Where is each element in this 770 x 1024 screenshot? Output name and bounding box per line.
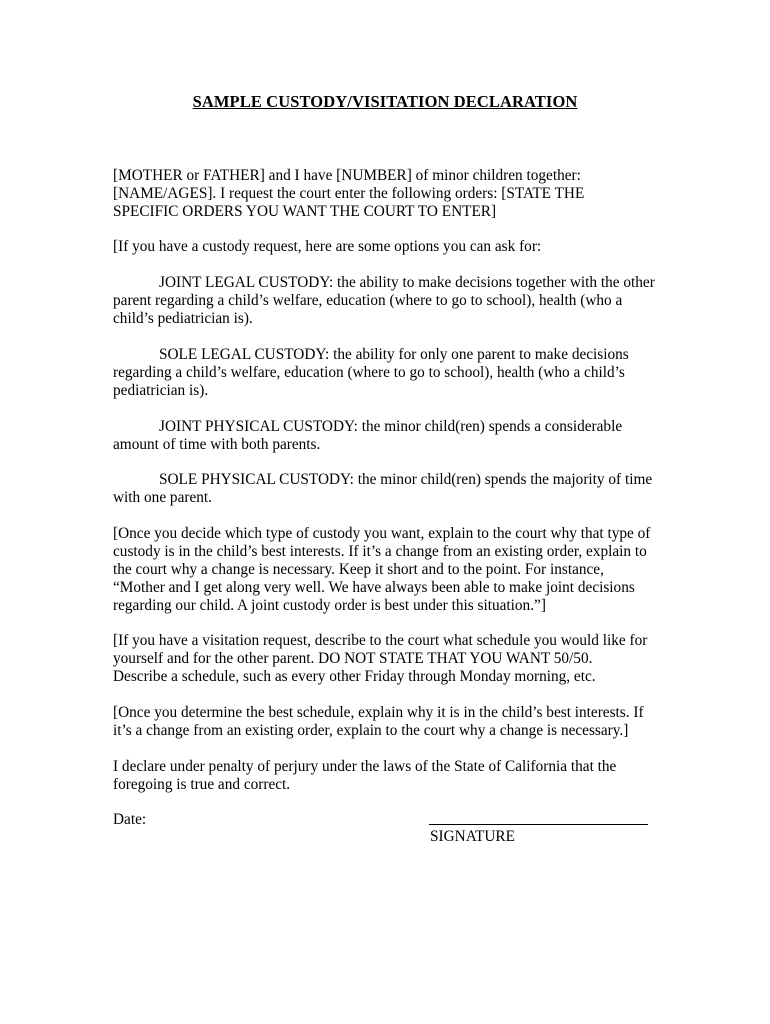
explain-line-4: “Mother and I get along very well. We have always been able to make joint decisions <box>113 579 635 596</box>
joint-legal-line-3: child’s pediatrician is). <box>113 310 253 327</box>
schedule-line-1: [Once you determine the best schedule, explain why it is in the child’s best interests. If <box>113 704 644 721</box>
visitation-line-1: [If you have a visitation request, describe to the court what schedule you would like for <box>113 632 648 649</box>
document-title: SAMPLE CUSTODY/VISITATION DECLARATION <box>192 92 578 111</box>
options-intro: [If you have a custody request, here are some options you can ask for: <box>113 238 542 255</box>
visitation-line-3: Describe a schedule, such as every other Friday through Monday morning, etc. <box>113 668 596 685</box>
intro-line-3: SPECIFIC ORDERS YOU WANT THE COURT TO ENTER] <box>113 203 497 220</box>
explain-line-3: the court why a change is necessary. Keep it short and to the point. For instance, <box>113 561 604 578</box>
joint-legal-line-2: parent regarding a child’s welfare, education (where to go to school), health (who a <box>113 292 623 309</box>
declaration-line-2: foregoing is true and correct. <box>113 776 291 793</box>
sole-legal-line-1: SOLE LEGAL CUSTODY: the ability for only one parent to make decisions <box>159 346 629 363</box>
signature-label: SIGNATURE <box>430 828 515 845</box>
joint-physical-line-2: amount of time with both parents. <box>113 436 321 453</box>
intro-line-2: [NAME/AGES]. I request the court enter the following orders: [STATE THE <box>113 185 585 202</box>
explain-line-1: [Once you decide which type of custody you want, explain to the court why that type of <box>113 525 651 542</box>
sole-legal-line-2: regarding a child’s welfare, education (where to go to school), health (who a child’s <box>113 364 625 381</box>
explain-line-2: custody is in the child’s best interests. If it’s a change from an existing order, explain to <box>113 543 647 560</box>
joint-physical-line-1: JOINT PHYSICAL CUSTODY: the minor child(ren) spends a considerable <box>159 418 623 435</box>
date-label: Date: <box>113 811 147 828</box>
joint-legal-line-1: JOINT LEGAL CUSTODY: the ability to make decisions together with the other <box>159 274 655 291</box>
visitation-line-2: yourself and for the other parent. DO NOT STATE THAT YOU WANT 50/50. <box>113 650 593 667</box>
schedule-line-2: it’s a change from an existing order, explain to the court why a change is necessary.] <box>113 722 629 739</box>
explain-line-5: regarding our child. A joint custody order is best under this situation.”] <box>113 597 546 614</box>
declaration-line-1: I declare under penalty of perjury under the laws of the State of California that the <box>113 758 617 775</box>
sole-legal-line-3: pediatrician is). <box>113 382 209 399</box>
sole-physical-line-2: with one parent. <box>113 489 212 506</box>
intro-line-1: [MOTHER or FATHER] and I have [NUMBER] of minor children together: <box>113 167 581 184</box>
signature-line <box>429 824 648 825</box>
sole-physical-line-1: SOLE PHYSICAL CUSTODY: the minor child(ren) spends the majority of time <box>159 471 653 488</box>
